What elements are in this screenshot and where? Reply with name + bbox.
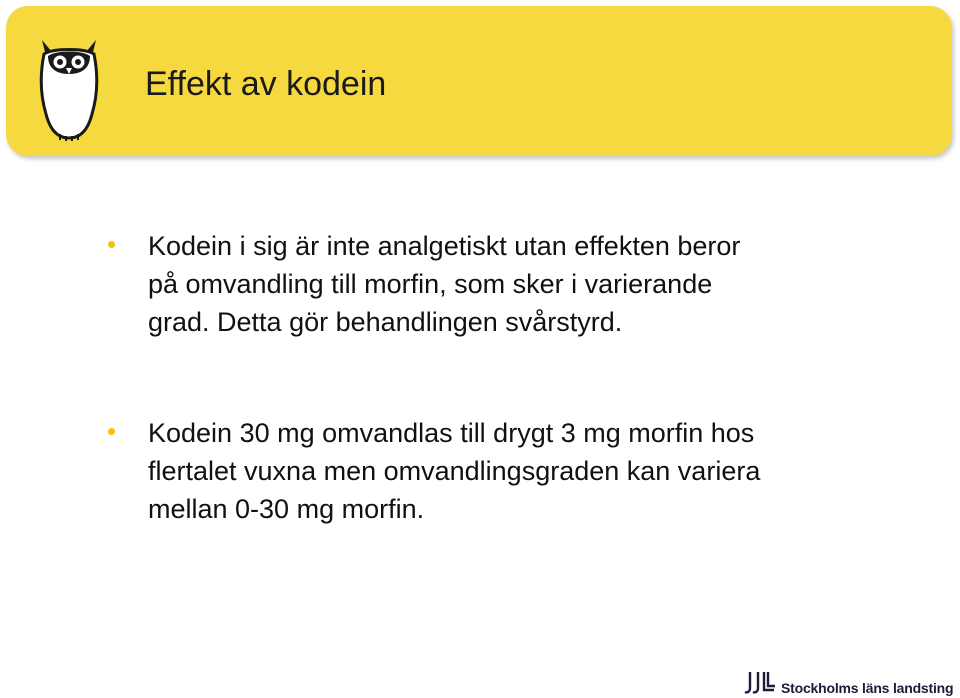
bullet-line: Kodein i sig är inte analgetiskt utan effekten beror (148, 231, 741, 261)
owl-icon (36, 34, 102, 142)
bullet-text (148, 414, 908, 528)
bullet-line: flertalet vuxna men omvandlingsgraden kan variera (148, 456, 761, 486)
bullet-line: mellan 0-30 mg morfin. (148, 494, 425, 524)
title-bar (6, 6, 952, 156)
bullet-line: Kodein 30 mg omvandlas till drygt 3 mg morfin hos (148, 418, 755, 448)
logo-text: Stockholms läns landsting (781, 680, 954, 696)
bullet-dot-icon (108, 428, 115, 435)
bullet-dot-icon (108, 241, 115, 248)
bullet-line: grad. Detta gör behandlingen svårstyrd. (148, 307, 623, 337)
slide-title: Effekt av kodein (145, 65, 387, 103)
organization-logo (744, 670, 954, 696)
bullet-line: på omvandling till morfin, som sker i varierande (148, 269, 713, 299)
bullet-text (148, 227, 908, 341)
sll-logo-icon (744, 670, 776, 696)
